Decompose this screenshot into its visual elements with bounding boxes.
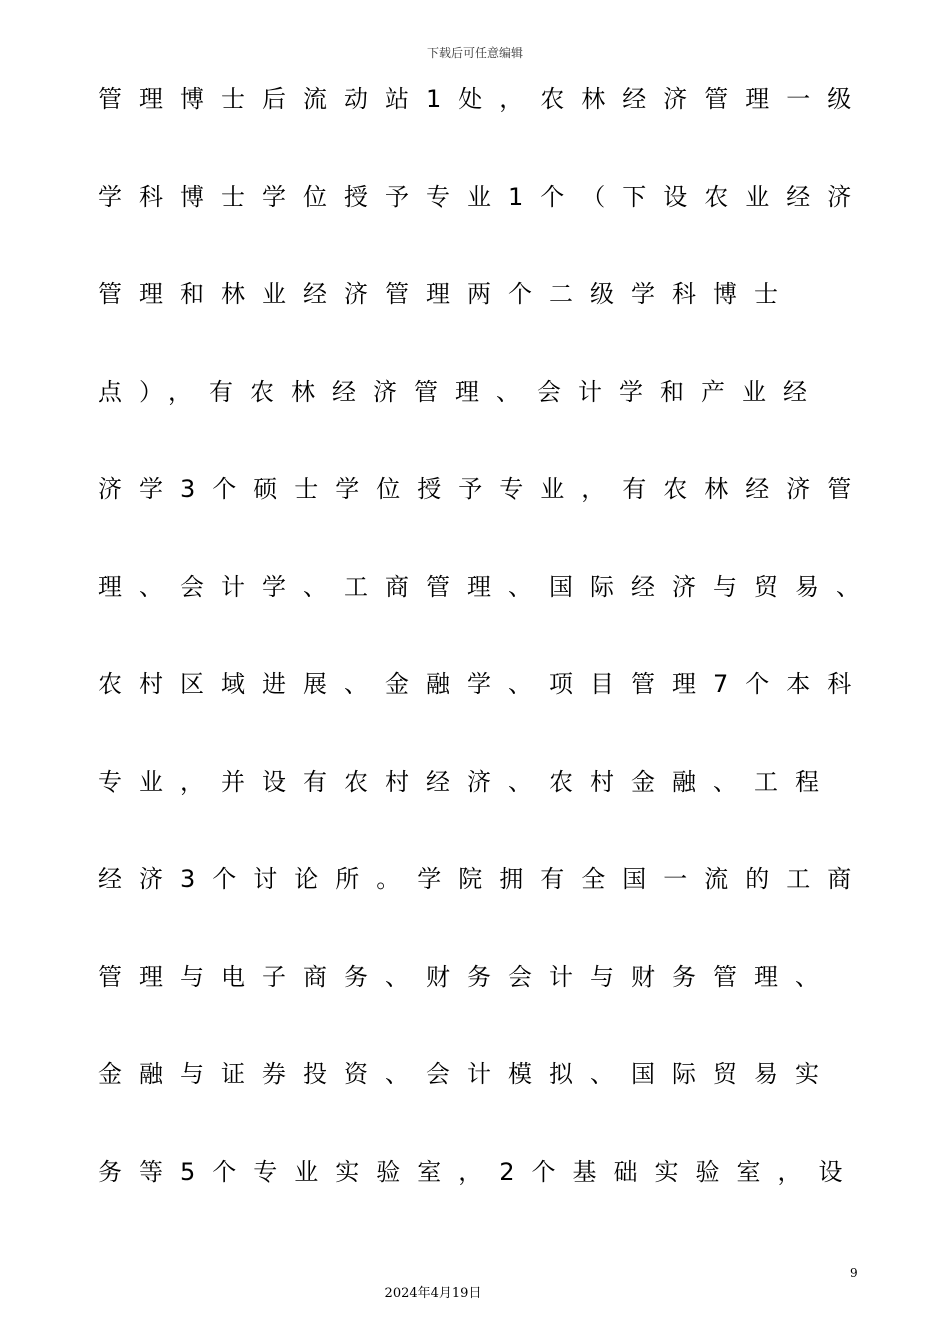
text-line-7: 农村区域进展、金融学、项目管理7个本科 — [98, 670, 869, 698]
text-line-12: 务等5个专业实验室，2个基础实验室，设 — [98, 1157, 860, 1186]
text-line-9: 经济3个讨论所。学院拥有全国一流的工商 — [98, 865, 869, 893]
text-line-8: 专业，并设有农村经济、农村金融、工程 — [98, 767, 836, 796]
text-line-6: 理、会计学、工商管理、国际经济与贸易、 — [98, 572, 877, 601]
text-line-2: 学科博士学位授予专业1个（下设农业经济 — [98, 182, 869, 211]
page-header: 下载后可任意编辑 — [426, 46, 523, 60]
text-line-1: 管理博士后流动站1处，农林经济管理一级 — [98, 85, 869, 113]
page-number: 9 — [850, 1266, 858, 1280]
text-line-11: 金融与证券投资、会计模拟、国际贸易实 — [98, 1060, 836, 1088]
text-line-5: 济学3个硕士学位授予专业，有农林经济管 — [98, 475, 869, 503]
text-line-10: 管理与电子商务、财务会计与财务管理、 — [98, 962, 836, 991]
text-line-3: 管理和林业经济管理两个二级学科博士 — [98, 280, 795, 308]
document-body — [98, 78, 878, 1248]
text-line-4: 点），有农林经济管理、会计学和产业经 — [98, 377, 824, 406]
footer-date: 2024年4月19日 — [384, 1286, 482, 1301]
